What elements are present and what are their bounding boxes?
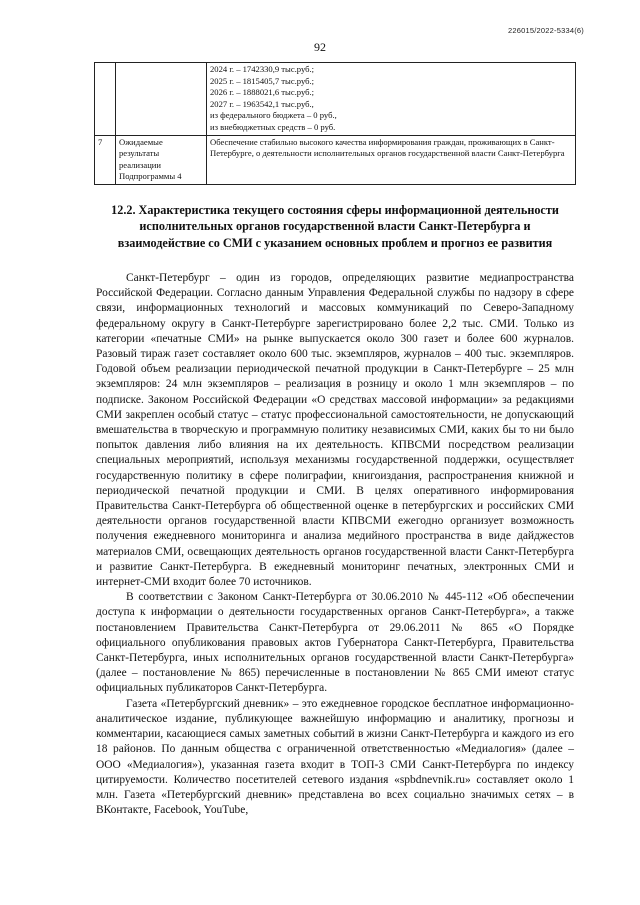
table-cell-empty xyxy=(95,63,116,136)
paragraph: В соответствии с Законом Санкт-Петербурга от 30.06.2010 № 445-112 «Об обеспечении доступа к информации о деятельности государственных органов Санкт-Петербурга», а также постановлением Правительства Санкт-Петербурга от 29.06.2011 № 865 «О Порядке официального опубликования правовых актов Губернатора Санкт-Петербурга, Правительства Санкт-Петербурга, иных исполнительных органов государственной власти Санкт-Петербурга» (далее – постановление № 865) перечисленные в постановлении № 865 СМИ имеют статус официальных публикаторов Санкт-Петербурга. xyxy=(96,591,574,695)
table-row-expected-results xyxy=(95,135,576,184)
funding-line: из федерального бюджета – 0 руб., xyxy=(210,110,337,121)
page-number: 92 xyxy=(314,40,326,54)
paragraph: Санкт-Петербург – один из городов, определяющих развитие медиапространства Российской Федерации. Согласно данным Управления Федеральной службы по надзору в сфере связи, информационных технологий и массовых коммуникаций по Северо-Западному федеральному округу в Санкт-Петербурге зарегистрировано более 2,2 тыс. СМИ. Только из категории «печатные СМИ» на рынке выпускается около 300 газет и более 600 журналов. Разовый тираж газет составляет около 600 тыс. экземпляров, журналов – 400 тыс. экземпляров. Годовой объем реализации периодической печатной продукции в Санкт-Петербурге – 25 млн экземпляров: 24 млн экземпляров – реализация в розницу и около 1 млн экземпляров – по подписке. Законом Российской Федерации «О средствах массовой информации» за редакциями СМИ закреплен особый статус – статус профессиональной самостоятельности, не допускающий вмешательства в творческую и программную политику независимых СМИ, каких бы то ни было попыток давления либо влияния на их деятельность. КПВСМИ посредством реализации специальных мероприятий, используя механизмы государственной поддержки, осуществляет государственную политику в сфере полиграфии, книгоиздания, распространения книжной и периодической печатной продукции и СМИ. В целях оперативного информирования Правительства Санкт-Петербурга об общественной оценке в петербургских и российских СМИ деятельности органов государственной власти КПВСМИ ежегодно организует возможность получения ежедневного мониторинга и анализа медийного пространства в виде дайджестов материалов СМИ, освещающих деятельность органов государственной власти Санкт-Петербурга и развитие Санкт-Петербурга. В ежедневный мониторинг печатных, электронных СМИ и интернет-СМИ входит более 70 источников. xyxy=(96,272,574,589)
funding-line: 2026 г. – 1888021,6 тыс.руб.; xyxy=(210,87,315,98)
section-heading: 12.2. Характеристика текущего состояния сферы информационной деятельности исполнительных органов государственной власти Санкт-Петербурга и взаимодействие со СМИ с указанием основных проблем и прогноз ее развития xyxy=(111,203,559,250)
funding-line: 2025 г. – 1815405,7 тыс.руб.; xyxy=(210,75,315,86)
funding-cell xyxy=(207,63,576,136)
paragraph: Газета «Петербургский дневник» – это ежедневное городское бесплатное информационно-аналитическое издание, публикующее важнейшую информацию и аналитику, прогнозы и комментарии, касающиеся самых заметных событий в жизни Санкт-Петербурга и каждого из его 18 районов. По данным общества с ограниченной ответственностью «Медиалогия» (далее – ООО «Медиалогия»), указанная газета входит в ТОП-3 СМИ Санкт-Петербурга по индексу цитируемости. Количество посетителей сетевого издания «spbdnevnik.ru» составляет около 1 млн. Газета «Петербургский дневник» представлена во всех социально значимых сетях – в ВКонтакте, Facebook, YouTube, xyxy=(96,697,574,817)
subprogram-passport-table xyxy=(94,62,576,185)
funding-line: из внебюджетных средств – 0 руб. xyxy=(210,121,336,132)
funding-line: 2024 г. – 1742330,9 тыс.руб.; xyxy=(210,64,315,74)
funding-line: 2027 г. – 1963542,1 тыс.руб., xyxy=(210,98,314,109)
table-cell-empty xyxy=(116,63,207,136)
row-label: Ожидаемые результаты реализации Подпрограммы 4 xyxy=(116,135,207,184)
table-row-funding xyxy=(95,63,576,136)
row-number: 7 xyxy=(95,135,116,184)
body-text xyxy=(96,271,574,818)
document-registration-number: 226015/2022-5334(6) xyxy=(508,26,584,35)
row-description: Обеспечение стабильно высокого качества информирования граждан, проживающих в Санкт-Петербурге, о деятельности исполнительных органов государственной власти Санкт-Петербурга xyxy=(207,135,576,184)
